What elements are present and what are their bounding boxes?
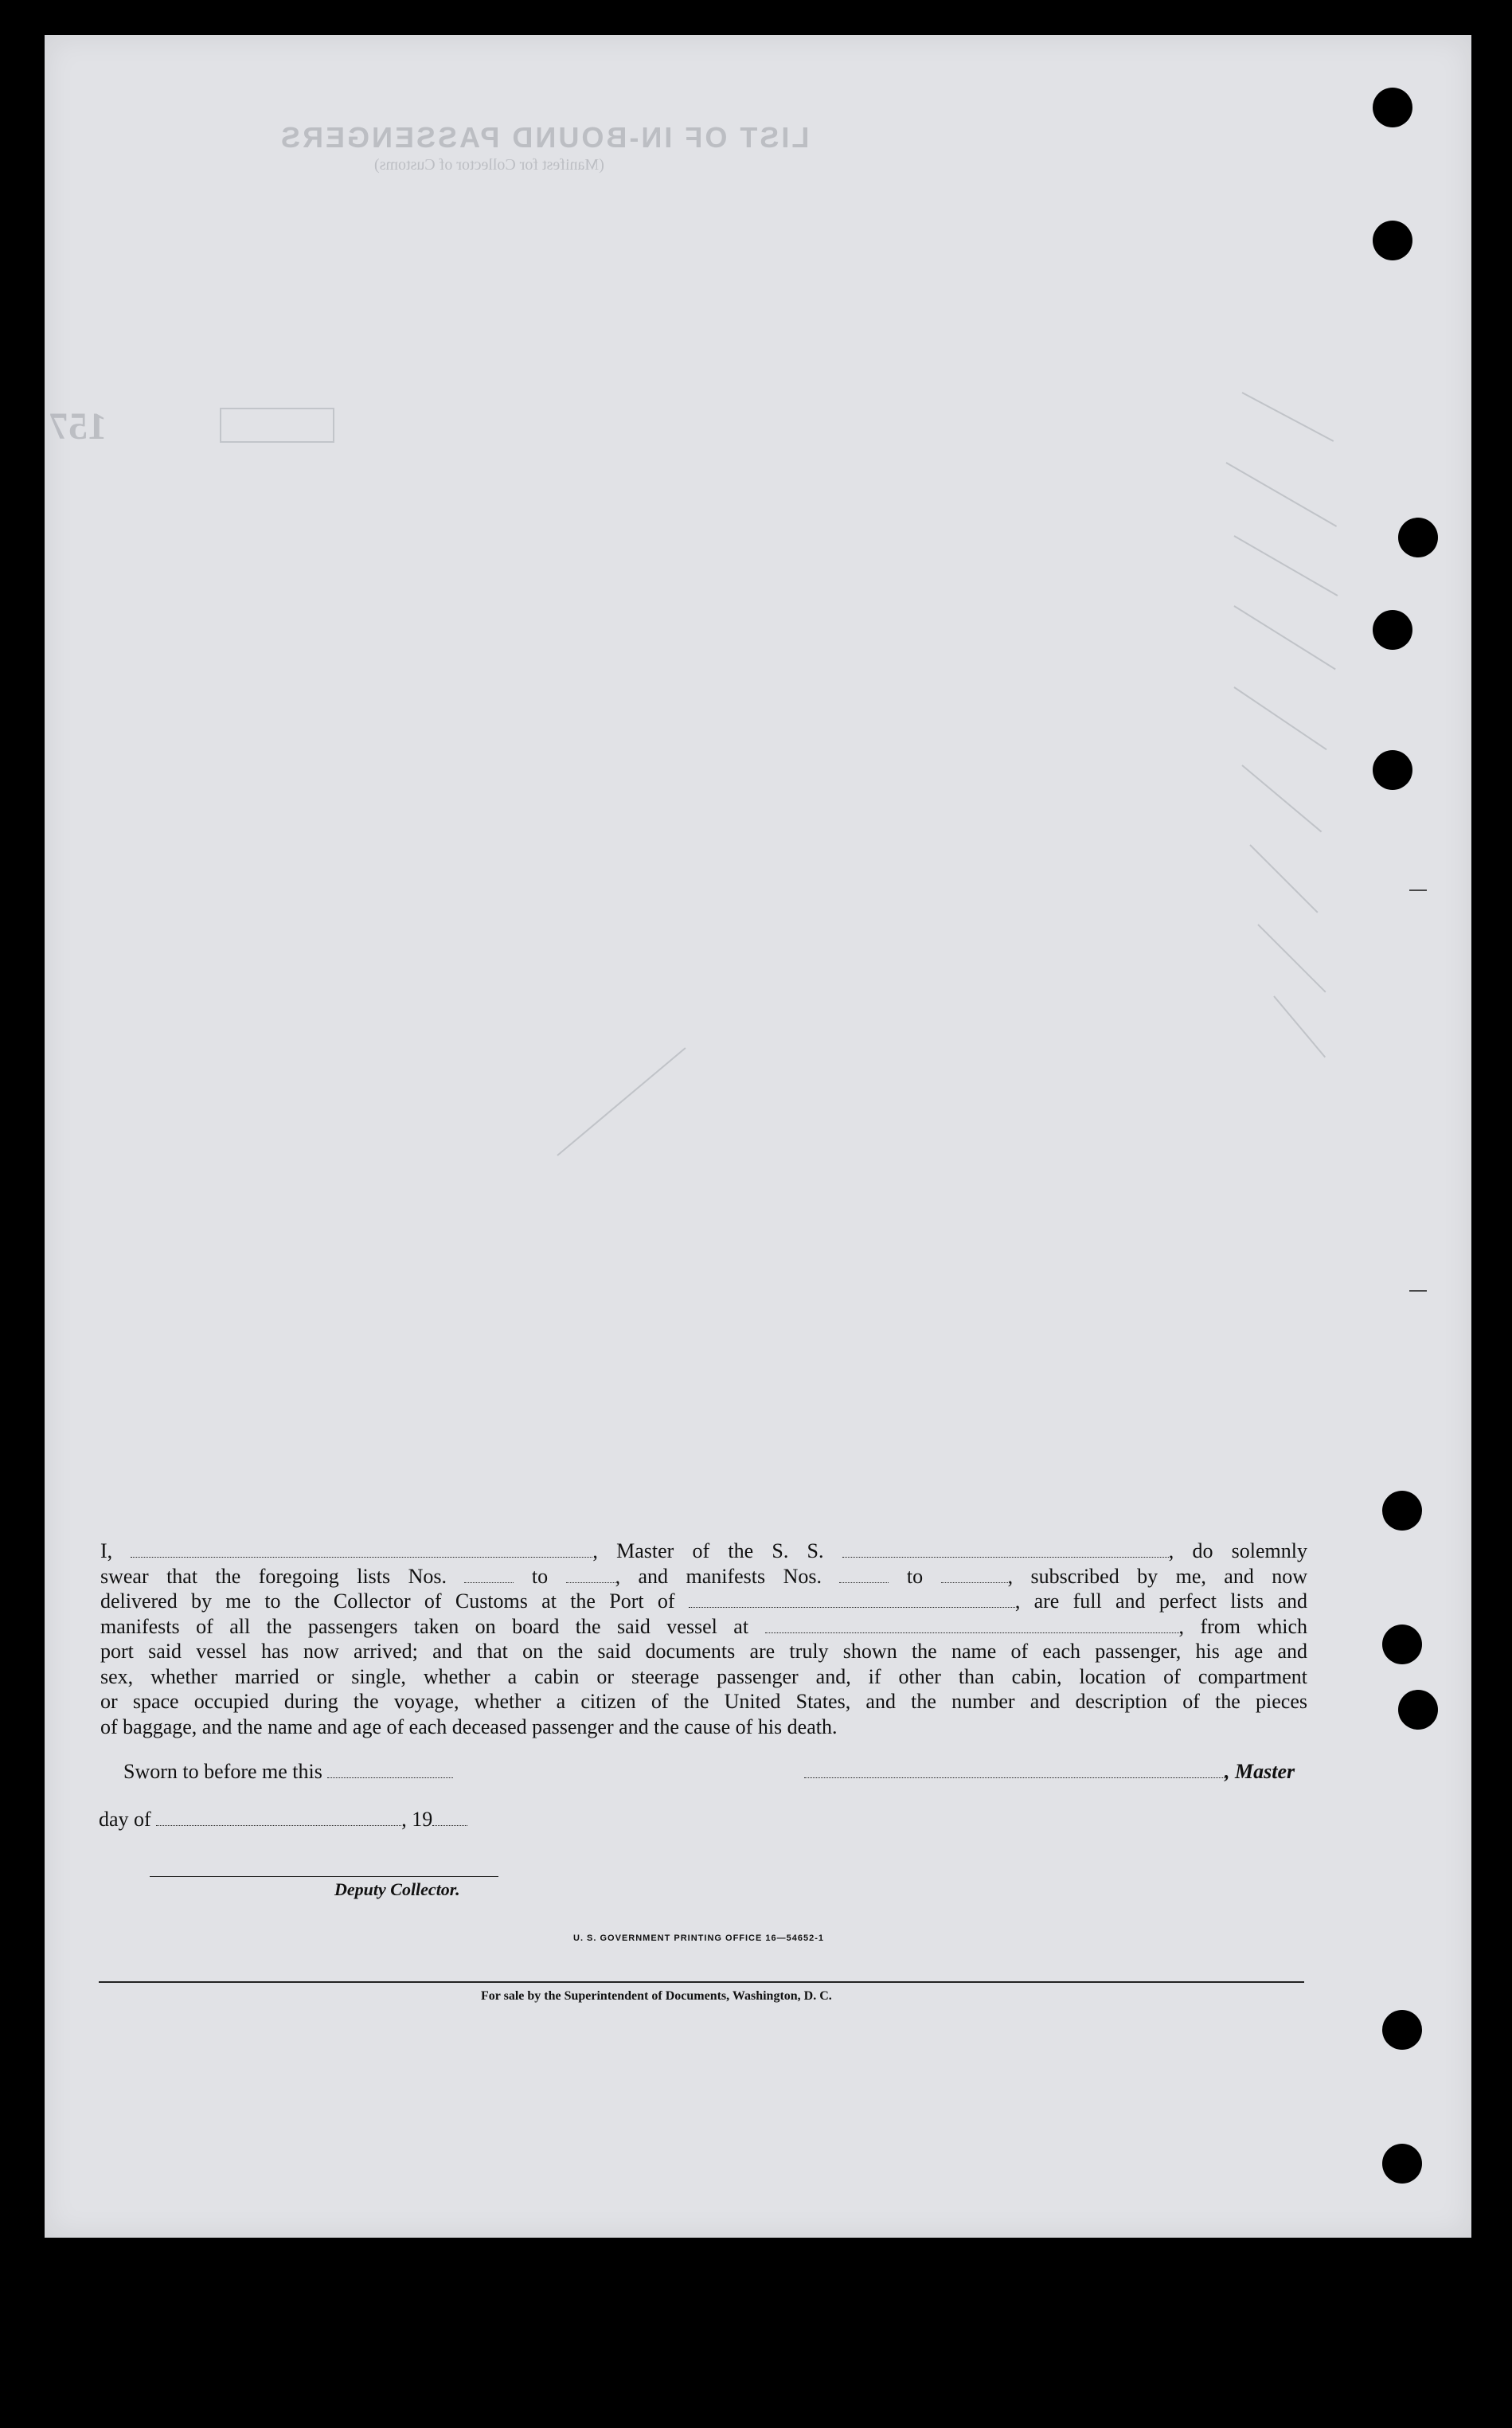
oath-text: , do solemnly: [1168, 1539, 1307, 1562]
month-field[interactable]: [156, 1811, 401, 1826]
oath-line: sex, whether married or single, whether a cabin or steerage passenger and, if other than cabin, location of compartment: [100, 1664, 1307, 1688]
oath-text: , subscribed by me, and now: [1007, 1564, 1308, 1588]
punch-hole: [1373, 221, 1412, 260]
master-signature-line: [804, 1760, 1295, 1784]
punch-hole: [1382, 2010, 1422, 2050]
punch-hole: [1382, 1491, 1422, 1531]
oath-text: manifests of all the passengers taken on board the said vessel at: [100, 1614, 749, 1638]
bleed-through-title: LIST OF IN-BOUND PASSENGERS: [279, 121, 810, 154]
deputy-collector-label: Deputy Collector.: [334, 1879, 460, 1899]
punch-hole: [1398, 518, 1438, 557]
oath-text: to: [906, 1564, 924, 1588]
oath-line: or space occupied during the voyage, whether a citizen of the United States, and the number and description of the pieces: [100, 1690, 1307, 1713]
bleed-through-mark: [1409, 1290, 1427, 1292]
oath-line: [100, 1539, 1307, 1564]
oath-line: port said vessel has now arrived; and that on the said documents are truly shown the name of each passenger, his age and: [100, 1640, 1307, 1663]
bleed-through-subtitle: (Manifest for Collector of Customs): [374, 156, 604, 174]
punch-hole: [1398, 1690, 1438, 1730]
day-of-label: day of: [99, 1808, 151, 1831]
punch-hole: [1373, 88, 1412, 127]
punch-hole: [1382, 1625, 1422, 1664]
lists-from-field[interactable]: [464, 1568, 514, 1583]
oath-text: , and manifests Nos.: [615, 1564, 822, 1588]
oath-text: , from which: [1178, 1614, 1307, 1638]
punch-hole: [1382, 2144, 1422, 2184]
master-name-field[interactable]: [131, 1542, 592, 1558]
oath-line: of baggage, and the name and age of each deceased passenger and the cause of his death.: [100, 1714, 838, 1738]
oath-text: delivered by me to the Collector of Customs at the Port of: [100, 1589, 675, 1613]
departure-port-field[interactable]: [765, 1618, 1179, 1633]
oath-paragraph: [100, 1539, 1307, 1739]
year-field[interactable]: [432, 1811, 467, 1826]
bleed-through-number: 157: [49, 405, 107, 448]
footer-rule: [99, 1981, 1304, 1983]
manifests-to-field[interactable]: [941, 1568, 1008, 1583]
vessel-name-field[interactable]: [842, 1542, 1169, 1558]
master-label: , Master: [1225, 1760, 1295, 1783]
bleed-through-mark: [1409, 889, 1427, 891]
lists-to-field[interactable]: [566, 1568, 615, 1583]
oath-text: swear that the foregoing lists Nos.: [100, 1564, 447, 1588]
document-page: [45, 35, 1471, 2238]
sworn-date-field[interactable]: [327, 1763, 453, 1778]
deputy-signature-field[interactable]: [150, 1876, 498, 1877]
oath-line: [100, 1589, 1307, 1614]
port-field[interactable]: [689, 1593, 1015, 1608]
oath-line: [100, 1614, 1307, 1640]
punch-hole: [1373, 750, 1412, 790]
sworn-line: [123, 1760, 453, 1784]
oath-text: to: [531, 1564, 549, 1588]
oath-line: [100, 1564, 1307, 1589]
master-signature-field[interactable]: [804, 1763, 1225, 1778]
sworn-label: Sworn to before me this: [123, 1760, 322, 1783]
oath-text: , are full and perfect lists and: [1014, 1589, 1307, 1613]
oath-text: I,: [100, 1539, 113, 1562]
punch-hole: [1373, 610, 1412, 650]
bleed-through-stamp: [220, 408, 334, 443]
manifests-from-field[interactable]: [839, 1568, 889, 1583]
year-prefix: , 19: [401, 1808, 433, 1831]
for-sale-notice: For sale by the Superintendent of Documents, Washington, D. C.: [481, 1989, 832, 2003]
oath-text: , Master of the S. S.: [592, 1539, 824, 1562]
day-of-line: [99, 1808, 467, 1832]
gpo-imprint: U. S. GOVERNMENT PRINTING OFFICE 16—54652-1: [573, 1933, 825, 1943]
